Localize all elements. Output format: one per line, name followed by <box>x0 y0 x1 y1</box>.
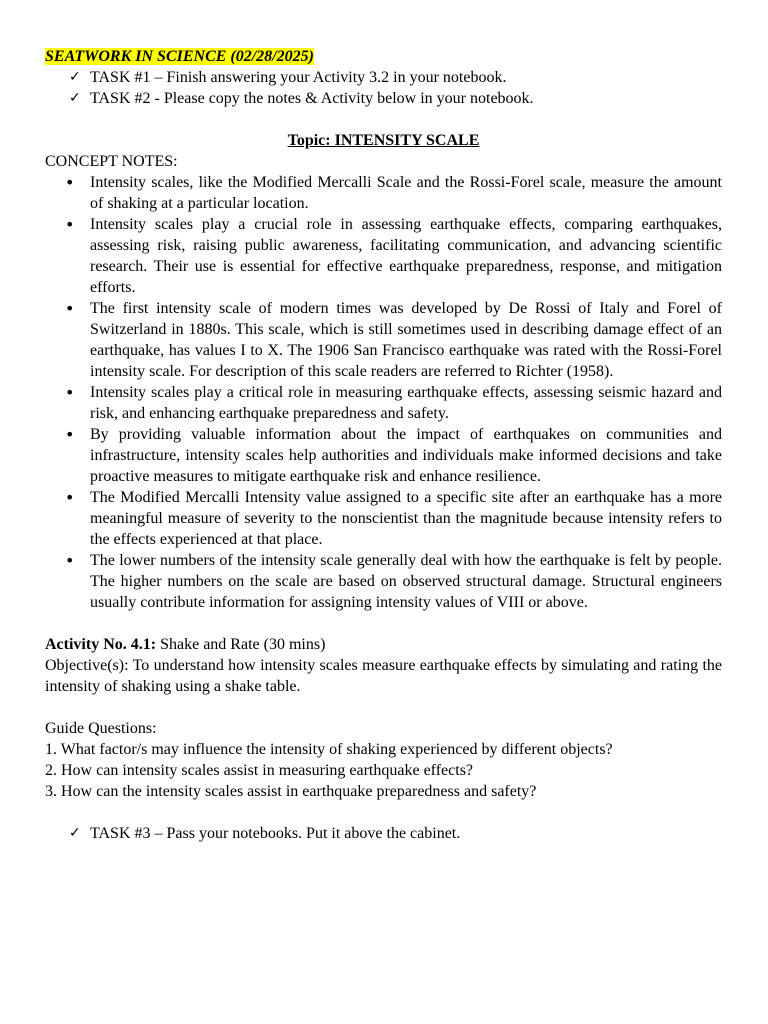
check-icon: ✓ <box>69 825 81 841</box>
concept-note-text: By providing valuable information about the impact of earthquakes on communities and infrastructure, intensity scales help authorities and individuals make informed decisions and take proactive measures to mitigate earthquake risk and enhance resilience. <box>90 426 722 485</box>
concept-note-text: The lower numbers of the intensity scale generally deal with how the earthquake is felt by people. The higher numbers on the scale are based on observed structural damage. Structural engineers usually contribute information for assigning intensity values of VIII or above. <box>90 552 722 611</box>
concept-note-text: The first intensity scale of modern times was developed by De Rossi of Italy and Forel of Switzerland in 1880s. This scale, which is still sometimes used in describing damage effect of an earthquake, has values I to X. The 1906 San Francisco earthquake was rated with the Rossi-Forel intensity scale. For description of this scale readers are referred to Richter (1958). <box>90 300 722 380</box>
concept-note-text: The Modified Mercalli Intensity value assigned to a specific site after an earthquake has a more meaningful measure of severity to the nonscientist than the magnitude because intensity refers to the effects experienced at that place. <box>90 489 722 548</box>
bullet-icon: • <box>65 488 75 507</box>
concept-note-text: Intensity scales play a critical role in measuring earthquake effects, assessing seismic hazard and risk, and enhancing earthquake preparedness and safety. <box>90 384 722 422</box>
concept-note-item <box>45 424 722 487</box>
check-icon: ✓ <box>69 69 81 85</box>
bullet-icon: • <box>65 425 75 444</box>
activity-title: Shake and Rate (30 mins) <box>156 636 326 653</box>
task-item <box>45 67 722 88</box>
task-label: TASK #3 – Pass your notebooks. Put it above the cabinet. <box>90 825 461 842</box>
concept-note-item <box>45 298 722 382</box>
task-item <box>45 88 722 109</box>
spacer <box>45 697 722 718</box>
guide-question: 2. How can intensity scales assist in measuring earthquake effects? <box>45 762 474 779</box>
bullet-icon: • <box>65 383 75 402</box>
bullet-icon: • <box>65 215 75 234</box>
guide-questions-label: Guide Questions: <box>45 720 157 737</box>
document-page <box>45 46 722 844</box>
bullet-icon: • <box>65 299 75 318</box>
spacer <box>45 613 722 634</box>
bullet-icon: • <box>65 173 75 192</box>
concept-note-item <box>45 172 722 214</box>
concept-notes-label: CONCEPT NOTES: <box>45 153 178 170</box>
top-task-list <box>45 67 722 109</box>
activity-objective: Objective(s): To understand how intensity scales measure earthquake effects by simulating and rating the intensity of shaking using a shake table. <box>45 657 722 695</box>
check-icon: ✓ <box>69 90 81 106</box>
concept-note-item <box>45 550 722 613</box>
concept-note-text: Intensity scales play a crucial role in assessing earthquake effects, comparing earthquakes, assessing risk, raising public awareness, facilitating communication, and advancing scientific research. Their use is essential for effective earthquake preparedness, response, and mitigation efforts. <box>90 216 722 296</box>
spacer <box>45 802 722 823</box>
bullet-icon: • <box>65 551 75 570</box>
concept-note-item <box>45 214 722 298</box>
guide-question: 1. What factor/s may influence the intensity of shaking experienced by different objects? <box>45 741 613 758</box>
header-title: SEATWORK IN SCIENCE (02/28/2025) <box>45 48 314 65</box>
concept-note-item <box>45 382 722 424</box>
guide-question: 3. How can the intensity scales assist in earthquake preparedness and safety? <box>45 783 537 800</box>
bottom-task-list <box>45 823 722 844</box>
task-label: TASK #2 - Please copy the notes & Activity below in your notebook. <box>90 90 534 107</box>
activity-label: Activity No. 4.1: <box>45 636 157 653</box>
concept-note-text: Intensity scales, like the Modified Mercalli Scale and the Rossi-Forel scale, measure the amount of shaking at a particular location. <box>90 174 722 212</box>
task-item <box>45 823 722 844</box>
task-label: TASK #1 – Finish answering your Activity 3.2 in your notebook. <box>90 69 507 86</box>
activity-heading <box>45 634 722 655</box>
header-title-line <box>45 46 722 67</box>
concept-notes-list <box>45 172 722 613</box>
topic-heading: Topic: INTENSITY SCALE <box>287 132 480 149</box>
concept-note-item <box>45 487 722 550</box>
